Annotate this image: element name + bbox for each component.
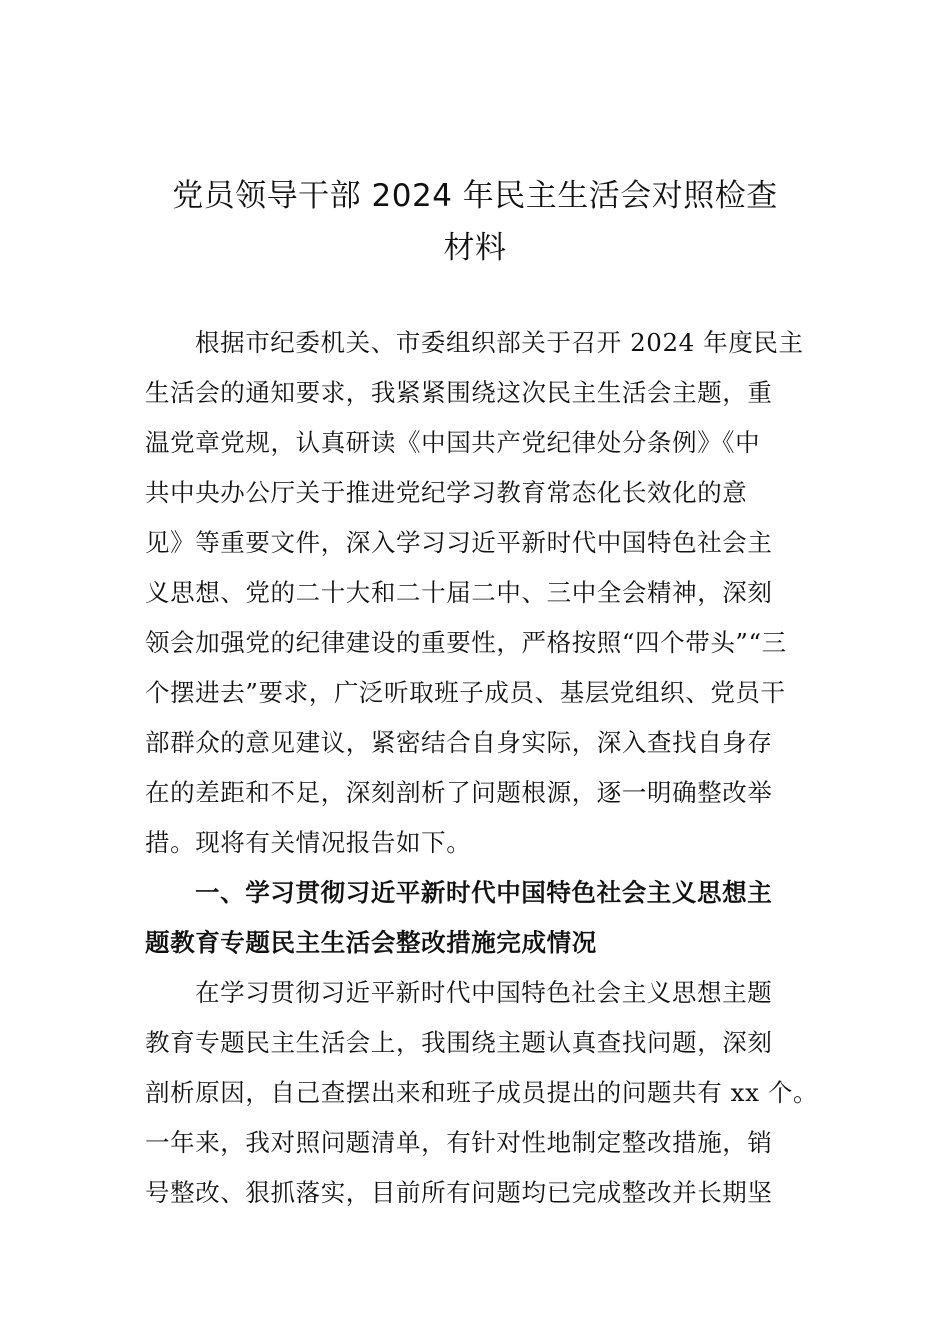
title-line: 党员领导干部 2024 年民主生活会对照检查 (172, 178, 778, 214)
paragraph-line: 生活会的通知要求，我紧紧围绕这次民主生活会主题，重 (145, 378, 773, 407)
paragraph-section-1 (145, 968, 819, 1218)
paragraph-line: 剖析原因，自己查摆出来和班子成员提出的问题共有 xx 个。 (145, 1078, 819, 1107)
document-title (120, 170, 830, 274)
heading-line: 一、学习贯彻习近平新时代中国特色社会主义思想主 (195, 878, 773, 907)
paragraph-intro (145, 318, 810, 868)
paragraph-line: 措。现将有关情况报告如下。 (145, 828, 472, 857)
title-line: 材料 (443, 230, 507, 266)
paragraph-line: 温党章党规，认真研读《中国共产党纪律处分条例》《中 (145, 428, 761, 457)
paragraph-line: 部群众的意见建议，紧密结合自身实际，深入查找自身存 (145, 728, 773, 757)
paragraph-line: 一年来，我对照问题清单，有针对性地制定整改措施，销 (145, 1128, 773, 1157)
paragraph-line: 在学习贯彻习近平新时代中国特色社会主义思想主题 (195, 978, 773, 1007)
paragraph-line: 在的差距和不足，深刻剖析了问题根源，逐一明确整改举 (145, 778, 773, 807)
document-body (145, 318, 819, 1218)
paragraph-line: 见》等重要文件，深入学习习近平新时代中国特色社会主 (145, 528, 773, 557)
paragraph-line: 义思想、党的二十大和二十届二中、三中全会精神，深刻 (145, 578, 773, 607)
paragraph-line: 教育专题民主生活会上，我围绕主题认真查找问题，深刻 (145, 1028, 773, 1057)
heading-line: 题教育专题民主生活会整改措施完成情况 (145, 928, 597, 957)
paragraph-line: 号整改、狠抓落实，目前所有问题均已完成整改并长期坚 (145, 1178, 773, 1207)
paragraph-line: 个摆进去”要求，广泛听取班子成员、基层党组织、党员干 (145, 678, 786, 707)
paragraph-line: 领会加强党的纪律建设的重要性，严格按照“四个带头”“三 (145, 628, 787, 657)
paragraph-line: 共中央办公厅关于推进党纪学习教育常态化长效化的意 (145, 478, 748, 507)
section-heading-1 (145, 868, 810, 968)
paragraph-line: 根据市纪委机关、市委组织部关于召开 2024 年度民主 (195, 328, 804, 357)
